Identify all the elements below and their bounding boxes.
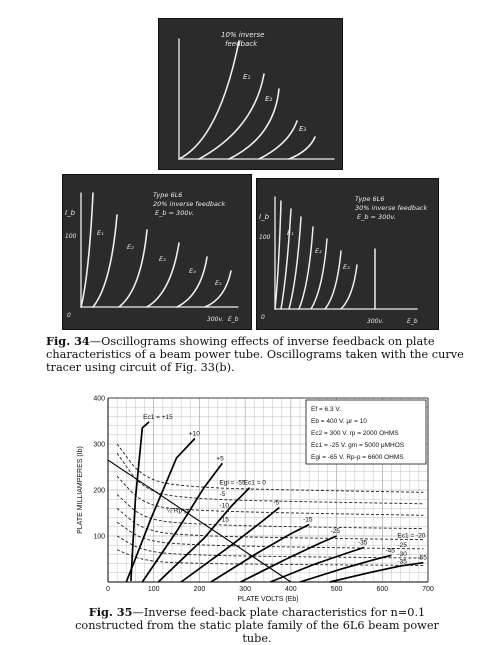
- fig35-caption-text: —Inverse feed-back plate characteristics for n=0.1 constructed from the static plate family of the 6L6 beam power tube.: [75, 606, 439, 645]
- osc-left-x-end: 300v.: [207, 316, 224, 323]
- osc-left-y-tick: 100: [65, 233, 77, 240]
- static-curve-label-5: -25: [397, 541, 407, 549]
- osc-top-trace-label-1: E₁: [243, 73, 251, 81]
- x-tick-label: 100: [147, 586, 160, 593]
- legend-line-1: Eb = 400 V. μr = 10: [311, 418, 367, 425]
- fig35-chart-svg: [70, 392, 440, 604]
- legend-line-2: Ec2 = 300 V. rp = 2000 OHMS: [311, 430, 399, 437]
- osc-left-annot-3: E_b = 300v.: [155, 209, 194, 217]
- osc-right-y-label: I_b: [259, 213, 270, 221]
- oscillogram-left: [62, 174, 252, 330]
- fig34-caption-label: Fig. 34: [46, 334, 90, 348]
- osc-right-annot-2: 30% inverse feedback: [355, 204, 428, 212]
- osc-right-x-label: E_b: [407, 318, 418, 325]
- fig35-chart: [70, 392, 440, 604]
- fig35-caption-label: Fig. 35: [88, 605, 133, 619]
- osc-left-trace-label-2: E₂: [127, 243, 134, 251]
- feedback-curve-label-8: -45: [385, 547, 395, 555]
- osc-left-trace-label-4: E₄: [189, 267, 196, 275]
- static-curve-label-7: -35: [397, 558, 407, 566]
- fig34-caption-text: —Oscillograms showing effects of inverse feedback on plate characteristics of a beam power tube. Oscillograms taken with the curve tracer using circuit of Fig. 33(b).: [46, 335, 464, 374]
- osc-right-trace-label-1: E₁: [287, 229, 294, 237]
- fig35-caption: [62, 606, 452, 645]
- osc-left-trace-label-5: E₅: [215, 279, 222, 287]
- static-curve-2: [117, 476, 423, 515]
- osc-top-annot-2: feedback: [225, 40, 258, 48]
- osc-top-trace-label-2: E₂: [265, 95, 273, 103]
- feedback-curve-9: [330, 563, 424, 582]
- static-curve-3: [117, 495, 423, 529]
- osc-right-annot-3: E_b = 300v.: [357, 213, 396, 221]
- feedback-curve-label-4: -5: [273, 499, 280, 507]
- osc-top-trace-label-3: E₃: [299, 125, 307, 133]
- static-curve-label-0: Egi = -55: [219, 479, 246, 487]
- osc-top-annot-1: 10% inverse: [221, 31, 265, 39]
- static-curve-label-2: -10: [219, 502, 229, 510]
- x-tick-label: 0: [106, 586, 110, 593]
- feedback-curve-5: [211, 525, 309, 583]
- oscillogram-left-traces: [63, 175, 251, 329]
- fig34-caption: [46, 335, 466, 374]
- x-tick-label: 600: [376, 586, 389, 593]
- x-tick-label: 200: [193, 586, 206, 593]
- y-tick-label: 200: [93, 487, 105, 495]
- x-axis-label: PLATE VOLTS (Eb): [237, 596, 299, 603]
- feedback-curve-label-7: -35: [358, 539, 368, 547]
- static-curve-label-6: -30: [397, 551, 407, 559]
- osc-left-y-label: I_b: [65, 209, 76, 217]
- oscillogram-top-traces: [159, 19, 342, 169]
- x-tick-label: 300: [239, 586, 251, 593]
- feedback-curve-label-9: -55: [417, 554, 427, 562]
- osc-left-x-origin: 0: [67, 312, 71, 319]
- legend-line-0: Ef = 6.3 V.: [311, 406, 341, 413]
- y-tick-label: 400: [93, 395, 105, 403]
- legend-line-4: Egi = -65 V. Rp-p = 6600 OHMS: [311, 454, 404, 461]
- static-curve-label-3: -15: [219, 516, 229, 524]
- oscillogram-right: [256, 178, 439, 330]
- osc-left-x-label: E_b: [228, 316, 239, 323]
- feedback-curve-label-0: Ec1 = +15: [143, 413, 173, 421]
- static-curve-4: [117, 508, 426, 540]
- feedback-curve-0: [131, 422, 149, 581]
- x-tick-label: 500: [330, 586, 343, 593]
- feedback-curve-label-5: -15: [303, 516, 313, 524]
- osc-right-annot-1: Type 6L6: [355, 195, 385, 203]
- feedback-curve-label-2: +5: [216, 455, 224, 463]
- y-axis-label: PLATE MILLIAMPERES (Ib): [77, 446, 84, 534]
- osc-right-y-tick: 100: [259, 234, 271, 241]
- osc-right-x-origin: 0: [261, 314, 265, 321]
- load-line-label: ½ Rp-p: [166, 507, 188, 515]
- feedback-curve-label-1: +10: [188, 430, 200, 438]
- osc-right-x-end: 300v.: [367, 318, 384, 325]
- feedback-curve-2: [142, 463, 222, 582]
- x-tick-label: 700: [422, 586, 434, 593]
- x-tick-label: 400: [285, 586, 297, 593]
- osc-left-trace-label-1: E₁: [97, 229, 104, 237]
- y-tick-label: 100: [93, 533, 105, 541]
- static-curve-label-1: -5: [219, 491, 226, 499]
- oscillogram-right-traces: [257, 179, 438, 329]
- y-tick-label: 300: [93, 441, 105, 449]
- osc-right-trace-label-2: E₂: [315, 247, 322, 255]
- osc-left-trace-label-3: E₃: [159, 255, 166, 263]
- legend-line-3: Ec1 = -25 V. gm = 5000 μMHOS: [311, 442, 405, 449]
- feedback-curve-label-6: -25: [330, 528, 340, 535]
- static-curve-label-4: Ec1 = -20: [397, 532, 426, 540]
- osc-left-annot-1: Type 6L6: [153, 191, 183, 199]
- osc-left-annot-2: 20% inverse feedback: [153, 200, 226, 208]
- osc-right-trace-label-3: E₃: [343, 263, 350, 271]
- feedback-curve-label-3: Ec1 = 0: [243, 479, 266, 487]
- oscillogram-top: [158, 18, 343, 170]
